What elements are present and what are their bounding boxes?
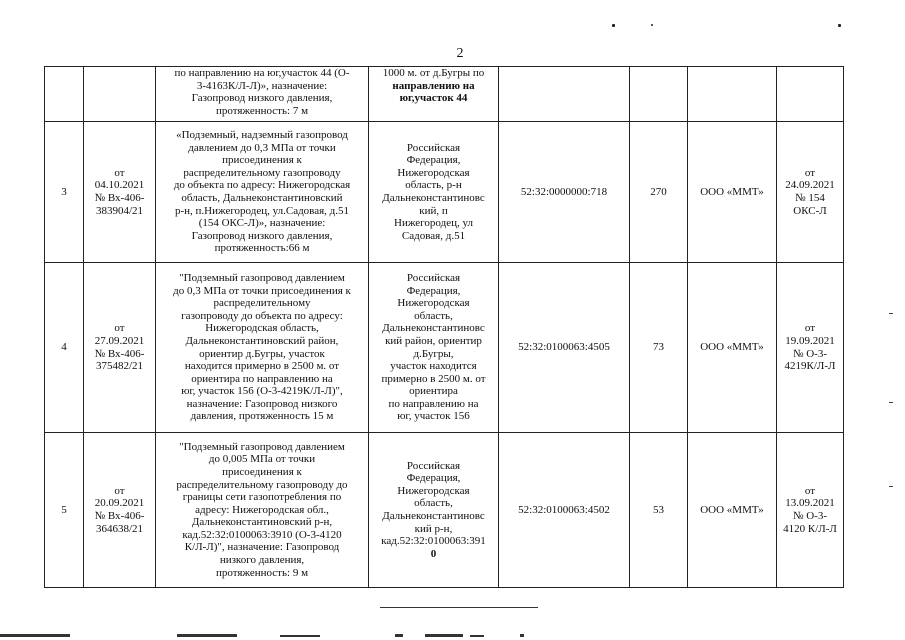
application-cell: от 27.09.2021 № Вх-406- 375482/21 [84,263,156,433]
scan-edge-mark [889,313,893,314]
page-number: 2 [456,46,464,61]
cadastral-number-cell: 52:32:0000000:718 [499,122,630,263]
register-table [44,66,844,588]
table-row [45,122,844,263]
next-page-bleed [0,634,70,637]
organization-cell: ООО «ММТ» [688,122,777,263]
signature-line [380,607,538,608]
location-cell: Российская Федерация, Нижегородская область, Дальнеконстантиновс кий р-н, кад.52:32:0100063:391 0 [369,433,499,588]
scan-edge-mark [889,486,893,487]
next-page-bleed [395,634,403,637]
object-description-cell: по направлению на юг,участок 44 (О- 3-4163К/Л-Л)», назначение: Газопровод низкого давления, протяженность: 7 м [156,67,369,122]
location-cell: Российская Федерация, Нижегородская область, р-н Дальнеконстантиновс кий, п Нижегородец, ул Садовая, д.51 [369,122,499,263]
next-page-bleed [470,635,484,637]
next-page-bleed [425,634,463,637]
object-description-cell: "Подземный газопровод давлением до 0,005 МПа от точки присоединения к распределительному газопроводу до границы сети газопотребления по адресу: Нижегородская обл., Дальнеконстантиновский р-н, кад.52:32:0100063:3910 (О-3-4120 К/Л-Л)", назначение: Газопровод низкого давления, протяженность: 9 м [156,433,369,588]
row-number-cell: 3 [45,122,84,263]
table-row [45,67,844,122]
scan-speck [612,24,615,27]
application-cell [84,67,156,122]
value-cell: 53 [630,433,688,588]
location-cell: 1000 м. от д.Бугры по направлению на юг,участок 44 [369,67,499,122]
cadastral-number-cell: 52:32:0100063:4505 [499,263,630,433]
cadastral-number-cell [499,67,630,122]
permit-cell [777,67,844,122]
organization-cell: ООО «ММТ» [688,433,777,588]
value-cell [630,67,688,122]
next-page-bleed [177,634,237,637]
row-number-cell: 4 [45,263,84,433]
permit-cell: от 19.09.2021 № О-3- 4219К/Л-Л [777,263,844,433]
table-row [45,263,844,433]
table-row [45,433,844,588]
object-description-cell: «Подземный, надземный газопровод давлением до 0,3 МПа от точки присоединения к распределительному газопроводу до объекта по адресу: Нижегородская область, Дальнеконстантиновский р-н, п.Нижегородец, ул.Садовая, д.51 (154 ОКС-Л)», назначение: Газопровод низкого давления, протяженность:66 м [156,122,369,263]
scan-speck [651,24,653,26]
value-cell: 270 [630,122,688,263]
next-page-bleed [280,635,320,637]
permit-cell: от 24.09.2021 № 154 ОКС-Л [777,122,844,263]
object-description-cell: "Подземный газопровод давлением до 0,3 МПа от точки присоединения к распределительному газопроводу до объекта по адресу: Нижегородская область, Дальнеконстантиновский район, ориентир д.Бугры, участок находится примерно в 2500 м. от ориентира по направлению на юг, участок 156 (О-3-4219К/Л-Л)", назначение: Газопровод низкого давления, протяженность 15 м [156,263,369,433]
application-cell: от 20.09.2021 № Вх-406- 364638/21 [84,433,156,588]
row-number-cell [45,67,84,122]
value-cell: 73 [630,263,688,433]
scan-speck [838,24,841,27]
scan-edge-mark [889,402,893,403]
organization-cell [688,67,777,122]
row-number-cell: 5 [45,433,84,588]
application-cell: от 04.10.2021 № Вх-406- 383904/21 [84,122,156,263]
next-page-bleed [520,634,524,637]
organization-cell: ООО «ММТ» [688,263,777,433]
cadastral-number-cell: 52:32:0100063:4502 [499,433,630,588]
location-cell: Российская Федерация, Нижегородская область, Дальнеконстантиновс кий район, ориентир д.Бугры, участок находится примерно в 2500 м. от ориентира по направлению на юг, участок 156 [369,263,499,433]
permit-cell: от 13.09.2021 № О-3- 4120 К/Л-Л [777,433,844,588]
